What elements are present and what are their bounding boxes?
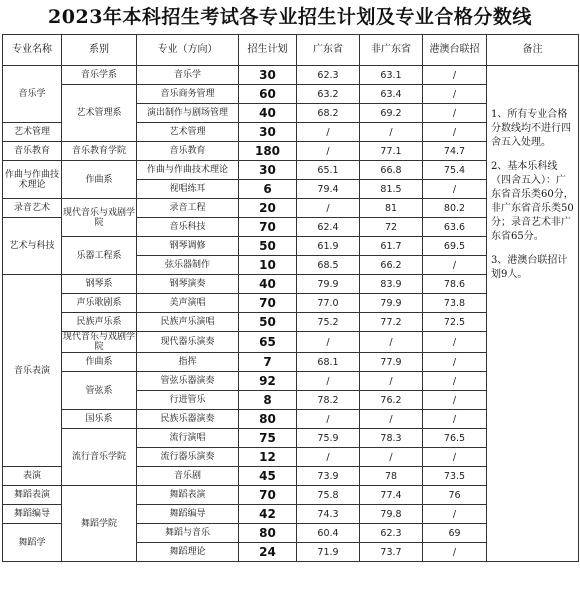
direction-cell: 音乐学: [137, 66, 239, 85]
header-dept: 系别: [62, 35, 137, 66]
direction-cell: 演出制作与剧场管理: [137, 104, 239, 123]
dept-cell: 声乐歌剧系: [62, 294, 137, 313]
non-guangdong-score: 76.2: [360, 391, 423, 410]
guangdong-score: /: [297, 448, 360, 467]
hk-macao-taiwan-score: 63.6: [423, 218, 487, 237]
guangdong-score: 78.2: [297, 391, 360, 410]
hk-macao-taiwan-score: /: [423, 391, 487, 410]
non-guangdong-score: 63.4: [360, 85, 423, 104]
plan-cell: 80: [239, 410, 297, 429]
header-guangdong: 广东省: [297, 35, 360, 66]
guangdong-score: 62.3: [297, 66, 360, 85]
dept-cell: 艺术管理系: [62, 85, 137, 142]
plan-cell: 50: [239, 313, 297, 332]
hk-macao-taiwan-score: 69.5: [423, 237, 487, 256]
plan-cell: 45: [239, 467, 297, 486]
hk-macao-taiwan-score: /: [423, 353, 487, 372]
guangdong-score: 77.0: [297, 294, 360, 313]
direction-cell: 视唱练耳: [137, 180, 239, 199]
guangdong-score: 62.4: [297, 218, 360, 237]
major-cell: 录音艺术: [3, 199, 62, 218]
non-guangdong-score: 73.7: [360, 543, 423, 562]
plan-cell: 40: [239, 104, 297, 123]
table-row: [3, 66, 579, 85]
hk-macao-taiwan-score: 76: [423, 486, 487, 505]
dept-cell: 音乐教育学院: [62, 142, 137, 161]
hk-macao-taiwan-score: /: [423, 104, 487, 123]
guangdong-score: 79.4: [297, 180, 360, 199]
page-title: 2023年本科招生考试各专业招生计划及专业合格分数线: [48, 6, 532, 28]
hk-macao-taiwan-score: 78.6: [423, 275, 487, 294]
guangdong-score: 68.5: [297, 256, 360, 275]
note-3: 3、港澳台联招计划9人。: [491, 255, 568, 280]
plan-cell: 40: [239, 275, 297, 294]
header-non-guangdong: 非广东省: [360, 35, 423, 66]
header-plan: 招生计划: [239, 35, 297, 66]
plan-cell: 180: [239, 142, 297, 161]
dept-cell: 钢琴系: [62, 275, 137, 294]
plan-cell: 8: [239, 391, 297, 410]
major-cell: 音乐教育: [3, 142, 62, 161]
non-guangdong-score: 79.9: [360, 294, 423, 313]
guangdong-score: 79.9: [297, 275, 360, 294]
direction-cell: 钢琴调修: [137, 237, 239, 256]
guangdong-score: /: [297, 199, 360, 218]
major-cell: 艺术管理: [3, 123, 62, 142]
plan-cell: 70: [239, 486, 297, 505]
non-guangdong-score: 63.1: [360, 66, 423, 85]
direction-cell: 录音工程: [137, 199, 239, 218]
plan-cell: 50: [239, 237, 297, 256]
direction-cell: 舞蹈表演: [137, 486, 239, 505]
direction-cell: 流行器乐演奏: [137, 448, 239, 467]
hk-macao-taiwan-score: 74.7: [423, 142, 487, 161]
note-2: 2、基本乐科线（四舍五入）：广东省音乐类60分，非广东省音乐类50分；录音艺术非广东省65分。: [491, 161, 574, 242]
guangdong-score: /: [297, 142, 360, 161]
direction-cell: 音乐教育: [137, 142, 239, 161]
hk-macao-taiwan-score: 72.5: [423, 313, 487, 332]
major-cell: 舞蹈表演: [3, 486, 62, 505]
plan-cell: 10: [239, 256, 297, 275]
plan-cell: 42: [239, 505, 297, 524]
non-guangdong-score: /: [360, 448, 423, 467]
direction-cell: 音乐科技: [137, 218, 239, 237]
guangdong-score: /: [297, 332, 360, 353]
hk-macao-taiwan-score: 73.8: [423, 294, 487, 313]
non-guangdong-score: /: [360, 332, 423, 353]
note-1: 1、所有专业合格分数线均不进行四舍五入处理。: [491, 109, 571, 148]
direction-cell: 行进管乐: [137, 391, 239, 410]
hk-macao-taiwan-score: 73.5: [423, 467, 487, 486]
admission-table: [2, 34, 579, 562]
guangdong-score: 74.3: [297, 505, 360, 524]
non-guangdong-score: 61.7: [360, 237, 423, 256]
non-guangdong-score: 79.8: [360, 505, 423, 524]
major-cell: 舞蹈学: [3, 524, 62, 562]
direction-cell: 管弦乐器演奏: [137, 372, 239, 391]
non-guangdong-score: 77.9: [360, 353, 423, 372]
dept-cell: 音乐学系: [62, 66, 137, 85]
non-guangdong-score: 77.4: [360, 486, 423, 505]
direction-cell: 指挥: [137, 353, 239, 372]
dept-cell: 现代音乐与戏剧学院: [62, 199, 137, 237]
dept-cell: 作曲系: [62, 353, 137, 372]
non-guangdong-score: /: [360, 410, 423, 429]
guangdong-score: 68.2: [297, 104, 360, 123]
major-cell: 作曲与作曲技术理论: [3, 161, 62, 199]
non-guangdong-score: /: [360, 372, 423, 391]
non-guangdong-score: 78: [360, 467, 423, 486]
guangdong-score: /: [297, 372, 360, 391]
guangdong-score: 75.2: [297, 313, 360, 332]
major-cell: 音乐学: [3, 66, 62, 123]
hk-macao-taiwan-score: 80.2: [423, 199, 487, 218]
guangdong-score: 68.1: [297, 353, 360, 372]
hk-macao-taiwan-score: /: [423, 543, 487, 562]
dept-cell: 作曲系: [62, 161, 137, 199]
non-guangdong-score: 81: [360, 199, 423, 218]
plan-cell: 60: [239, 85, 297, 104]
non-guangdong-score: 66.8: [360, 161, 423, 180]
direction-cell: 舞蹈与音乐: [137, 524, 239, 543]
guangdong-score: 75.9: [297, 429, 360, 448]
plan-cell: 80: [239, 524, 297, 543]
direction-cell: 民族乐器演奏: [137, 410, 239, 429]
non-guangdong-score: 69.2: [360, 104, 423, 123]
plan-cell: 30: [239, 161, 297, 180]
dept-cell: 乐器工程系: [62, 237, 137, 275]
direction-cell: 艺术管理: [137, 123, 239, 142]
hk-macao-taiwan-score: 69: [423, 524, 487, 543]
plan-cell: 6: [239, 180, 297, 199]
direction-cell: 民族声乐演唱: [137, 313, 239, 332]
major-cell: 音乐表演: [3, 275, 62, 467]
header-major: 专业名称: [3, 35, 62, 66]
direction-cell: 舞蹈理论: [137, 543, 239, 562]
guangdong-score: /: [297, 410, 360, 429]
plan-cell: 70: [239, 218, 297, 237]
dept-cell: 舞蹈学院: [62, 486, 137, 562]
direction-cell: 美声演唱: [137, 294, 239, 313]
header-direction: 专业（方向）: [137, 35, 239, 66]
hk-macao-taiwan-score: /: [423, 448, 487, 467]
dept-cell: 现代音乐与戏剧学院: [62, 332, 135, 352]
major-cell: 艺术与科技: [3, 218, 62, 275]
guangdong-score: 71.9: [297, 543, 360, 562]
plan-cell: 65: [239, 332, 297, 353]
guangdong-score: 65.1: [297, 161, 360, 180]
plan-cell: 24: [239, 543, 297, 562]
hk-macao-taiwan-score: 76.5: [423, 429, 487, 448]
non-guangdong-score: 77.1: [360, 142, 423, 161]
non-guangdong-score: 78.3: [360, 429, 423, 448]
non-guangdong-score: /: [360, 123, 423, 142]
guangdong-score: /: [297, 123, 360, 142]
hk-macao-taiwan-score: /: [423, 505, 487, 524]
dept-cell: 流行音乐学院: [62, 429, 137, 486]
plan-cell: 12: [239, 448, 297, 467]
dept-cell: 国乐系: [62, 410, 137, 429]
direction-cell: 流行演唱: [137, 429, 239, 448]
guangdong-score: 73.9: [297, 467, 360, 486]
direction-cell: 钢琴演奏: [137, 275, 239, 294]
hk-macao-taiwan-score: /: [423, 372, 487, 391]
plan-cell: 30: [239, 66, 297, 85]
hk-macao-taiwan-score: /: [423, 410, 487, 429]
non-guangdong-score: 72: [360, 218, 423, 237]
hk-macao-taiwan-score: /: [423, 66, 487, 85]
non-guangdong-score: 66.2: [360, 256, 423, 275]
non-guangdong-score: 77.2: [360, 313, 423, 332]
hk-macao-taiwan-score: /: [423, 123, 487, 142]
header-row: [3, 35, 579, 66]
direction-cell: 作曲与作曲技术理论: [137, 161, 239, 180]
plan-cell: 7: [239, 353, 297, 372]
non-guangdong-score: 62.3: [360, 524, 423, 543]
dept-cell: 民族声乐系: [62, 313, 137, 332]
direction-cell: 音乐商务管理: [137, 85, 239, 104]
plan-cell: 92: [239, 372, 297, 391]
non-guangdong-score: 83.9: [360, 275, 423, 294]
direction-cell: 弦乐器制作: [137, 256, 239, 275]
notes-cell: [487, 66, 579, 562]
header-notes: 备注: [487, 35, 579, 66]
hk-macao-taiwan-score: /: [423, 332, 487, 353]
dept-cell: 管弦系: [62, 372, 137, 410]
direction-cell: 舞蹈编导: [137, 505, 239, 524]
direction-cell: 音乐剧: [137, 467, 239, 486]
header-hk-macao-taiwan: 港澳台联招: [423, 35, 487, 66]
plan-cell: 75: [239, 429, 297, 448]
hk-macao-taiwan-score: /: [423, 180, 487, 199]
direction-cell: 现代器乐演奏: [137, 332, 239, 353]
hk-macao-taiwan-score: 75.4: [423, 161, 487, 180]
major-cell: 舞蹈编导: [3, 505, 62, 524]
non-guangdong-score: 81.5: [360, 180, 423, 199]
plan-cell: 20: [239, 199, 297, 218]
guangdong-score: 60.4: [297, 524, 360, 543]
guangdong-score: 61.9: [297, 237, 360, 256]
guangdong-score: 63.2: [297, 85, 360, 104]
plan-cell: 70: [239, 294, 297, 313]
plan-cell: 30: [239, 123, 297, 142]
guangdong-score: 75.8: [297, 486, 360, 505]
hk-macao-taiwan-score: /: [423, 85, 487, 104]
hk-macao-taiwan-score: /: [423, 256, 487, 275]
major-cell: 表演: [3, 467, 62, 486]
